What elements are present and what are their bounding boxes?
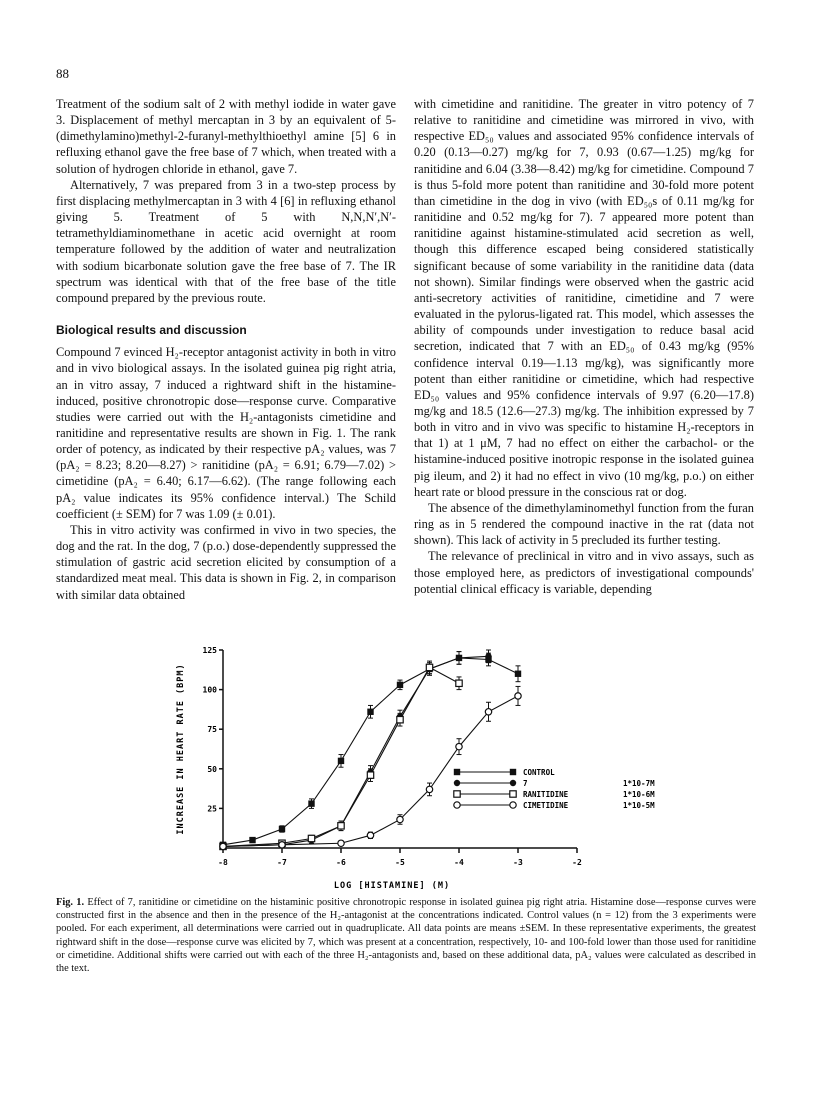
paragraph: The relevance of preclinical in vitro and in vivo assays, such as those employed here, as predictors of investigational compounds' potential clinical efficacy is variable, depending bbox=[414, 549, 754, 596]
x-tick-label: -6 bbox=[336, 858, 346, 867]
legend-concentration: 1*10-7M bbox=[623, 779, 655, 788]
data-point bbox=[397, 682, 403, 688]
legend-marker bbox=[454, 802, 460, 808]
data-point bbox=[515, 693, 521, 699]
caption-text: Effect of 7, ranitidine or cimetidine on the histaminic positive chronotropic response in isolated guinea pig right atria. Histamine dose—response curves were constructed first in the absence and then in the presence of the H₂-antagonist at the concentrations indicated. Control values (n = 12) from the 3 experiments were pooled. For each experiment, all determinations were carried out in quadruplicate. All data points are means ±SEM. In these representative experiments, the greatest rightward shift in the dose—response curve was elicited by 7, which was present at a concentration, respectively, 10- and 100-fold lower than those used for ranitidine or cimetidine. Additional shifts were carried out with each of the three H₂-antagonists and, based on these additional data, pA₂ values were calculated as described in the text. bbox=[56, 897, 756, 975]
page-number: 88 bbox=[56, 66, 69, 81]
paragraph: Compound 7 evinced H₂-receptor antagonist activity in both in vitro and in vivo biological assays. In the isolated guinea pig right atria, an in vitro assay, 7 induced a rightward shift in the histamine-induced, positive chronotropic dose—response curve. Comparative studies were carried out with the H₂-antagonists cimetidine and ranitidine and representative results are shown in Fig. 1. The rank order of potency, as indicated by their respective pA₂ values, was 7 (pA₂ = 8.23; 8.20—8.27) > ranitidine (pA₂ = 6.91; 6.79—7.02) > cimetidine (pA₂ = 6.40; 6.17—6.62). (The range following each pA₂ value indicates its 95% confidence interval.) The Schild coefficient (± SEM) for 7 was 1.09 (± 0.01). bbox=[56, 345, 396, 521]
data-point bbox=[515, 671, 521, 677]
legend-entry bbox=[454, 768, 555, 777]
dose-response-chart bbox=[165, 638, 665, 896]
x-tick-label: -7 bbox=[277, 858, 287, 867]
x-tick-label: -4 bbox=[454, 858, 464, 867]
legend-label: CIMETIDINE bbox=[523, 801, 569, 810]
data-point bbox=[279, 826, 285, 832]
legend-label: CONTROL bbox=[523, 768, 555, 777]
legend-marker bbox=[454, 769, 460, 775]
data-point bbox=[279, 842, 285, 848]
section-heading: Biological results and discussion bbox=[56, 323, 247, 338]
y-tick-label: 100 bbox=[202, 685, 217, 695]
legend-label: RANITIDINE bbox=[523, 790, 569, 799]
legend-marker bbox=[510, 780, 516, 786]
x-tick-label: -2 bbox=[572, 858, 582, 867]
data-point bbox=[338, 823, 344, 829]
series-control bbox=[220, 652, 521, 848]
legend-entry bbox=[454, 801, 655, 810]
data-point bbox=[367, 709, 373, 715]
data-point bbox=[367, 832, 373, 838]
legend-label: 7 bbox=[523, 779, 528, 788]
data-point bbox=[397, 716, 403, 722]
series-line bbox=[223, 656, 489, 846]
paragraph: This in vitro activity was confirmed in vivo in two species, the dog and the rat. In the dog, 7 (p.o.) dose-dependently suppressed the stimulation of gastric acid secretion elicited by consumption of a standardized meat meal. This data is shown in Fig. 2, in comparison with similar data obtained bbox=[56, 522, 396, 602]
data-point bbox=[308, 800, 314, 806]
figure-1 bbox=[165, 638, 665, 896]
y-axis-label: INCREASE IN HEART RATE (BPM) bbox=[176, 663, 186, 835]
legend-concentration: 1*10-5M bbox=[623, 801, 655, 810]
y-tick-label: 50 bbox=[207, 764, 217, 774]
data-point bbox=[249, 837, 255, 843]
data-point bbox=[456, 655, 462, 661]
x-axis-label: LOG [HISTAMINE] (M) bbox=[333, 881, 451, 891]
legend-concentration: 1*10-6M bbox=[623, 790, 655, 799]
series-line bbox=[223, 658, 518, 845]
data-point bbox=[338, 758, 344, 764]
paragraph: Treatment of the sodium salt of 2 with methyl iodide in water gave 3. Displacement of methyl mercaptan in 3 by an equivalent of 5-(dimethylamino)methyl-2-furanyl-methylthioethyl amine [5] 6 in refluxing ethanol gave the free base of 7 which, when treated with a solution of hydrogen chloride in ethanol, gave 7. bbox=[56, 97, 396, 176]
legend-marker bbox=[510, 769, 516, 775]
x-tick-label: -8 bbox=[218, 858, 228, 867]
right-column bbox=[414, 96, 754, 597]
data-point bbox=[367, 772, 373, 778]
data-point bbox=[220, 843, 226, 849]
legend-marker bbox=[510, 791, 516, 797]
data-point bbox=[338, 840, 344, 846]
x-tick-label: -5 bbox=[395, 858, 405, 867]
paragraph: Alternatively, 7 was prepared from 3 in a two-step process by first displacing methylmercaptan in 3 with 4 [6] in refluxing ethanol giving 5. Treatment of 5 with N,N,N′,N′-tetramethyldiaminomethane in acetic acid overnight at room temperature followed by the addition of water and neutralization with sodium bicarbonate solution gave the free base of 7. The IR spectrum was identical with that of the free base of the title compound prepared by the previous route. bbox=[56, 177, 396, 305]
y-tick-label: 75 bbox=[207, 725, 217, 735]
data-point bbox=[456, 680, 462, 686]
data-point bbox=[426, 664, 432, 670]
data-point bbox=[485, 709, 491, 715]
legend-marker bbox=[510, 802, 516, 808]
paragraph: The absence of the dimethylaminomethyl function from the furan ring as in 5 rendered the compound inactive in the rat (data not shown). This lack of activity in 5 precluded its further testing. bbox=[414, 500, 754, 548]
left-column bbox=[56, 96, 396, 603]
legend-entry bbox=[454, 790, 655, 799]
y-tick-label: 125 bbox=[202, 646, 217, 655]
legend-entry bbox=[454, 779, 655, 788]
figure-caption bbox=[56, 896, 756, 975]
y-tick-label: 25 bbox=[207, 804, 217, 814]
data-point bbox=[485, 653, 491, 659]
paragraph: with cimetidine and ranitidine. The greater in vitro potency of 7 relative to ranitidine and cimetidine was mirrored in vivo, with respective ED₅₀ values and associated 95% confidence intervals of 0.20 (0.13—0.27) mg/kg for 7, 0.93 (0.67—1.25) mg/kg for ranitidine and 6.04 (3.38—8.42) mg/kg for cimetidine. Compound 7 is thus 5-fold more potent than ranitidine and 30-fold more potent than cimetidine in the dog in vivo (with ED₅₀s of 0.11 mg/kg for ranitidine and 0.52 mg/kg for 7). 7 appeared more potent than ranitidine against histamine-stimulated acid secretion as well, though this difference escaped being considered statistically significant because of some variability in the ranitidine data (data not shown). Similar findings were observed when the gastric acid anti-secretory activities of ranitidine, cimetidine and 7 were evaluated in the pylorus-ligated rat. This model, which assesses the ability of compounds under investigation to reduce basal acid secretion, indicated that 7 with an ED₅₀ of 0.43 mg/kg (95% confidence interval 0.19—1.13 mg/kg), was significantly more potent than either ranitidine or cimetidine, which had respective ED₅₀ values and 95% confidence intervals of 9.97 (6.20—17.8) mg/kg and 18.5 (12.6—27.3) mg/kg. The inhibition expressed by 7 both in vitro and in vivo was specific to histamine H₂-receptors in that 1) at 1 μM, 7 had no effect on either the carbachol- or the histamine-induced positive inotropic response in the isolated guinea pig ileum, and 2) it had no effect in vivo (10 mg/kg, p.o.) on either heart rate or blood pressure in the conscious rat or dog. bbox=[414, 97, 754, 499]
series-7 bbox=[220, 650, 492, 850]
legend-marker bbox=[454, 780, 460, 786]
x-tick-label: -3 bbox=[513, 858, 523, 867]
data-point bbox=[397, 816, 403, 822]
data-point bbox=[456, 743, 462, 749]
data-point bbox=[308, 835, 314, 841]
legend-marker bbox=[454, 791, 460, 797]
caption-label: Fig. 1. bbox=[56, 897, 85, 908]
data-point bbox=[426, 786, 432, 792]
